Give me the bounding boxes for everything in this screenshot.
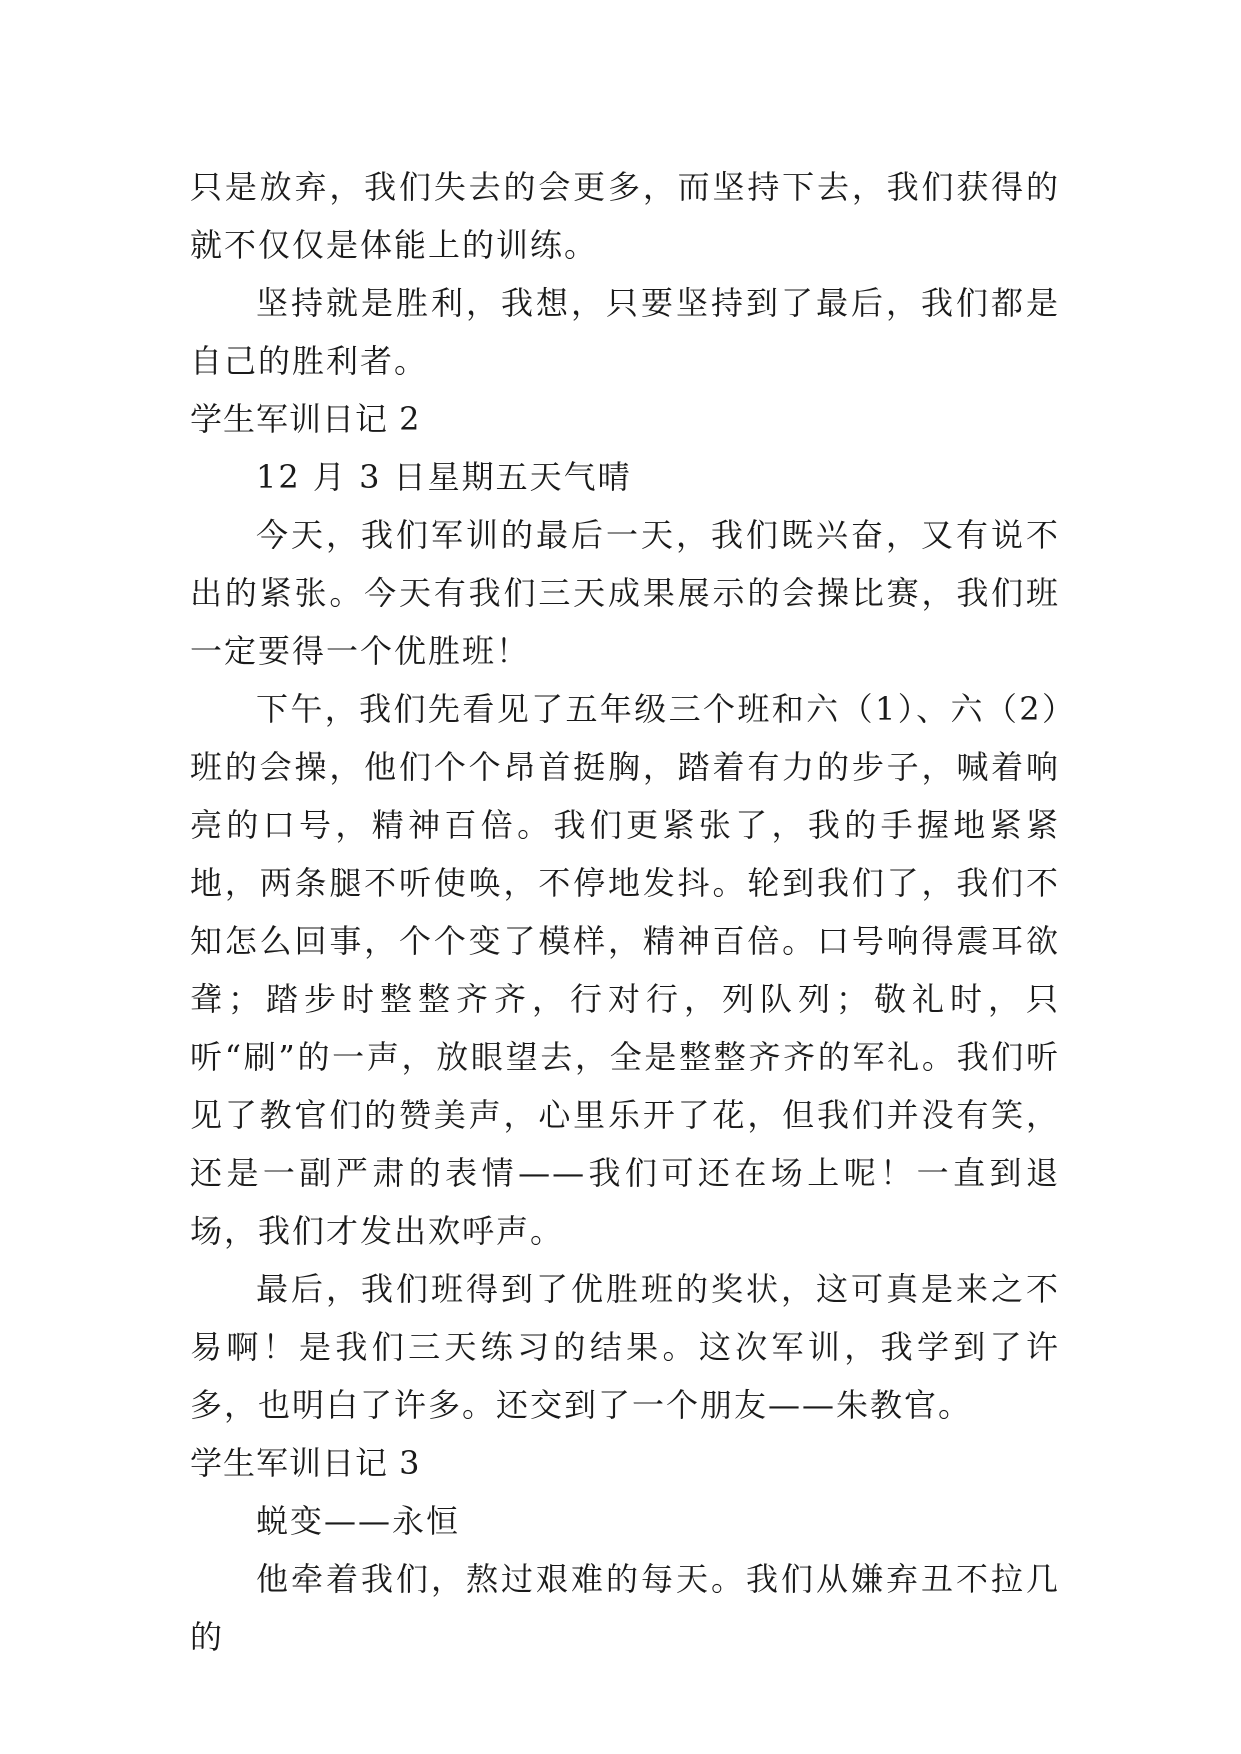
paragraph-5: 最后，我们班得到了优胜班的奖状，这可真是来之不易啊！是我们三天练习的结果。这次军训，我学到了许多，也明白了许多。还交到了一个朋友——朱教官。 [190, 1270, 1060, 1424]
paragraph-6: 他牵着我们，熬过艰难的每天。我们从嫌弃丑不拉几的 [190, 1560, 1060, 1656]
section-heading-3: 学生军训日记 3 [190, 1444, 421, 1482]
diary-subtitle: 蜕变——永恒 [256, 1502, 461, 1540]
paragraph-3: 今天，我们军训的最后一天，我们既兴奋，又有说不出的紧张。今天有我们三天成果展示的会操比赛，我们班一定要得一个优胜班！ [190, 516, 1060, 670]
paragraph-1: 只是放弃，我们失去的会更多，而坚持下去，我们获得的就不仅仅是体能上的训练。 [190, 168, 1060, 264]
paragraph-2: 坚持就是胜利，我想，只要坚持到了最后，我们都是自己的胜利者。 [190, 284, 1060, 380]
paragraph-4: 下午，我们先看见了五年级三个班和六（1）、六（2）班的会操，他们个个昂首挺胸，踏着有力的步子，喊着响亮的口号，精神百倍。我们更紧张了，我的手握地紧紧地，两条腿不听使唤，不停地发抖。轮到我们了，我们不知怎么回事，个个变了模样，精神百倍。口号响得震耳欲聋；踏步时整整齐齐，行对行，列队列；敬礼时，只听“刷”的一声，放眼望去，全是整整齐齐的军礼。我们听见了教官们的赞美声，心里乐开了花，但我们并没有笑，还是一副严肃的表情——我们可还在场上呢！一直到退场，我们才发出欢呼声。 [190, 690, 1060, 1250]
document-body [190, 158, 1060, 1666]
diary-date-line: 12 月 3 日星期五天气晴 [256, 458, 632, 496]
section-heading-2: 学生军训日记 2 [190, 400, 421, 438]
